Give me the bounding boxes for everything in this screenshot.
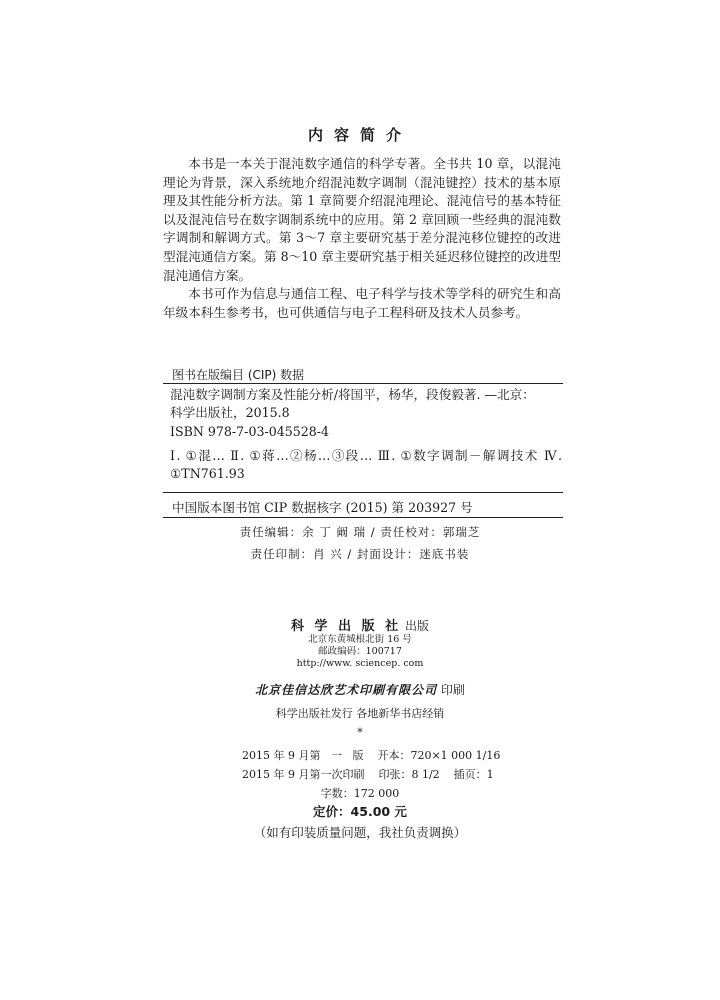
cip-line: 科学出版社，2015.8	[170, 405, 290, 421]
cip-line: 混沌数字调制方案及性能分析/将国平，杨华，段俊毅著. —北京：	[170, 387, 535, 402]
printer-name: 北京佳信达欣艺术印刷有限公司	[255, 683, 438, 697]
cip-heading: 图书在版编目 (CIP) 数据	[172, 368, 305, 382]
cip-bottom-rule	[163, 517, 563, 518]
publisher-postcode: 邮政编码：100717	[318, 646, 402, 657]
cip-top-rule	[163, 383, 563, 384]
cip-record	[170, 386, 562, 441]
summary-paragraph: 本书是一本关于混沌数字通信的科学专著。全书共 10 章，以混沌理论为背景，深入系统地介绍混沌数字调制（混沌键控）技术的基本原理及其性能分析方法。第 1 章简要介绍混沌理论、混沌信号的基本特征以及混沌信号在数字调制系统中的应用。第 2 章回顾一些经典的混沌数字调制和解调方式。第 3～7 章主要研究基于差分混沌移位键控的改进型混沌通信方案。第 8～10 章主要研究基于相关延迟移位键控的改进型混沌通信方案。	[163, 156, 561, 283]
summary-text	[163, 155, 561, 322]
quality-note: （如有印装质量问题，我社负责调换）	[253, 825, 467, 840]
publisher-name: 科 学 出 版 社	[291, 619, 402, 634]
distribution-line: 科学出版社发行 各地新华书店经销	[275, 707, 445, 720]
publisher-line	[0, 615, 720, 634]
printing-line: 2015 年 9 月第一次印刷 印张：8 1/2 插页：1	[242, 768, 494, 781]
staff-production: 责任印制：肖 兴 / 封面设计：迷底书装	[250, 547, 470, 561]
edition-line: 2015 年 9 月第 一 版 开本：720×1 000 1/16	[242, 749, 501, 762]
summary-paragraph: 本书可作为信息与通信工程、电子科学与技术等学科的研究生和高年级本科生参考书，也可供通信与电子工程科研及技术人员参考。	[163, 286, 561, 320]
staff-editors: 责任编辑：余 丁 阚 瑞 / 责任校对：郭瑞芝	[239, 525, 481, 539]
cip-middle-rule	[163, 492, 563, 493]
cip-isbn: ISBN 978-7-03-045528-4	[170, 423, 330, 439]
cip-number: 中国版本图书馆 CIP 数据核字 (2015) 第 203927 号	[172, 500, 473, 515]
cip-classification: Ⅰ. ①混… Ⅱ. ①蒋…②杨…③段… Ⅲ. ①数字调制－解调技术 Ⅳ. ①TN761.93	[170, 448, 562, 482]
printer-line	[0, 681, 720, 698]
publisher-address: 北京东黄城根北街 16 号	[308, 634, 412, 645]
printer-suffix: 印刷	[437, 683, 465, 697]
summary-title: 内容简介	[307, 126, 412, 144]
publisher-url: http://www. sciencep. com	[296, 658, 424, 669]
word-count: 字数：172 000	[320, 787, 400, 800]
publisher-suffix: 出版	[401, 619, 429, 633]
price: 定价：45.00 元	[313, 804, 407, 819]
separator-star: *	[357, 726, 363, 739]
